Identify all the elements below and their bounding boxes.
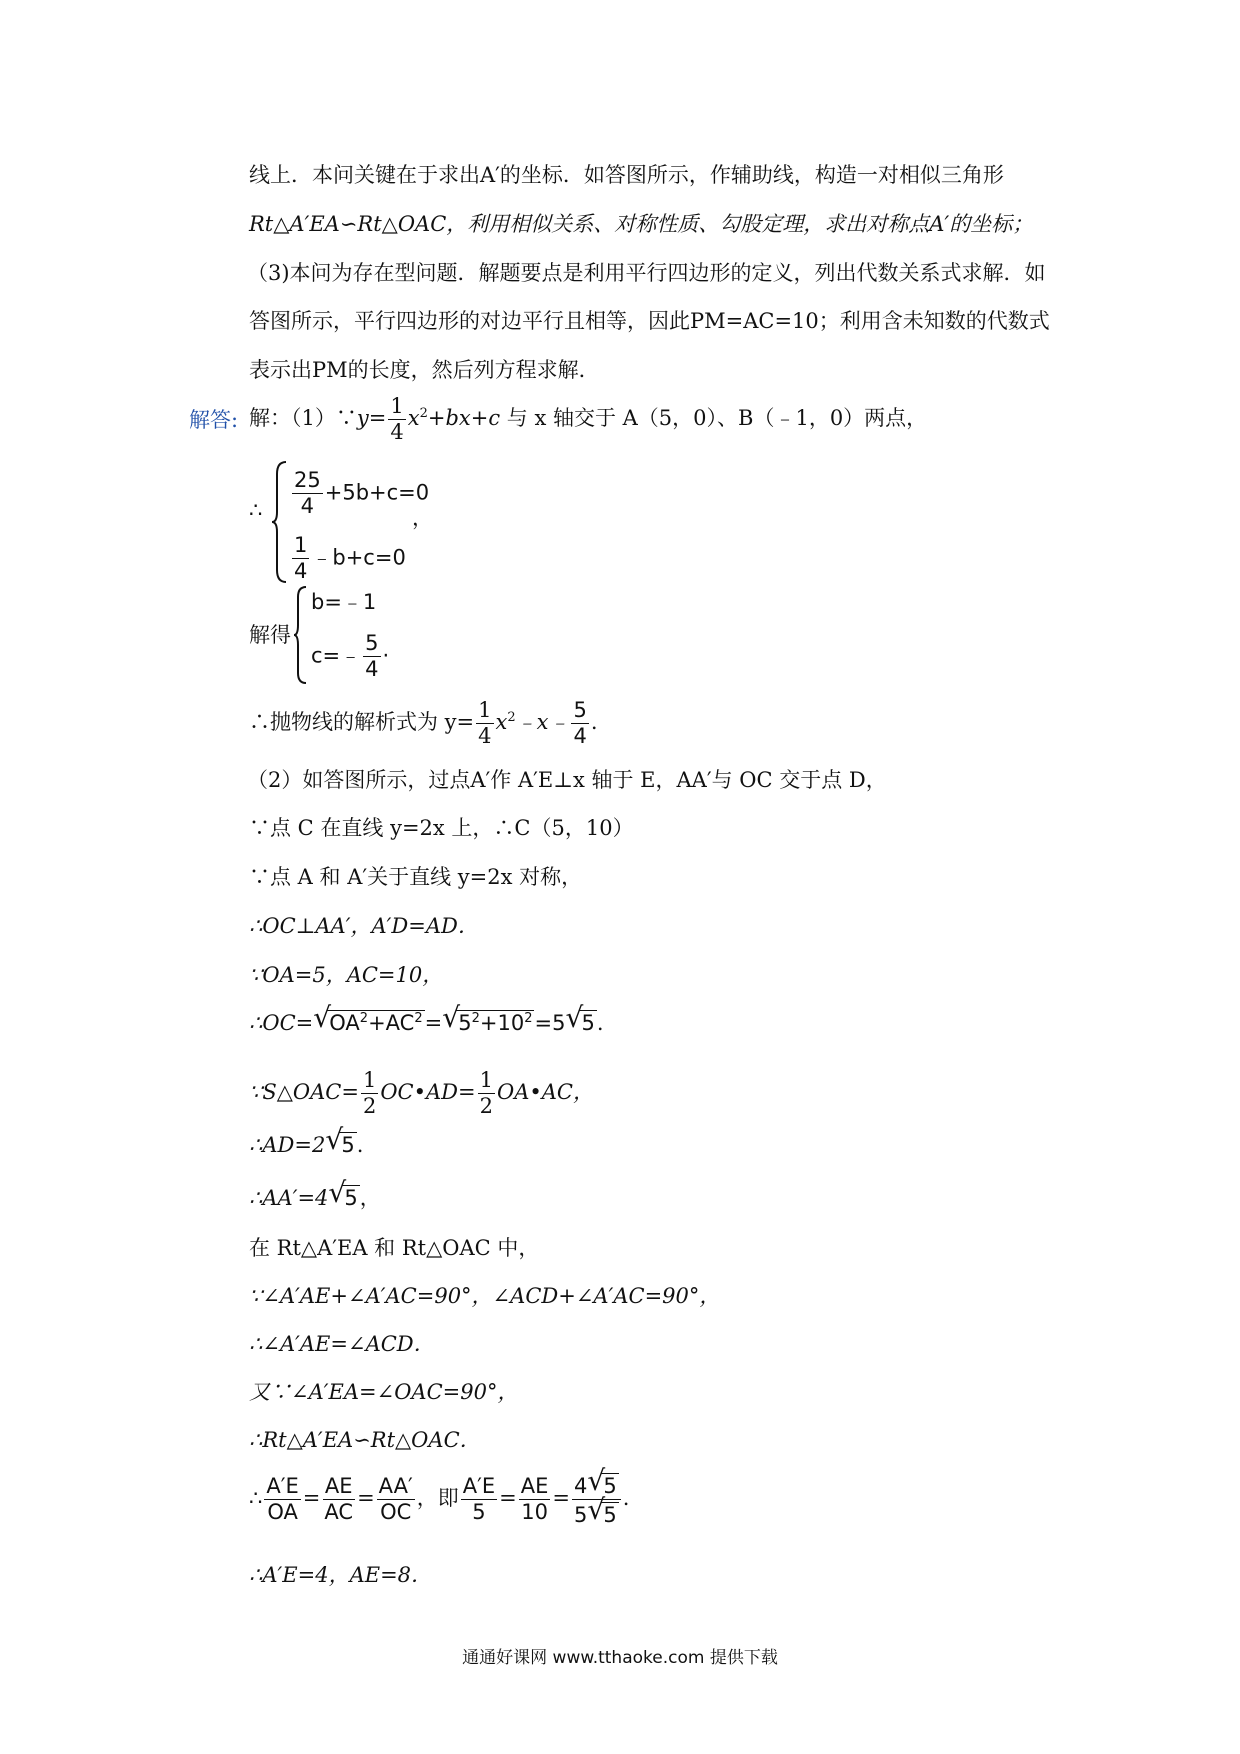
step17-line: ∴A′E=4，AE=8． [249, 1563, 433, 1587]
frac-num: 5 [573, 698, 587, 722]
sqrt-5 [328, 1185, 359, 1209]
step1-rest: 与 x 轴交于 A（5，0）、B（﹣1，0）两点， [500, 406, 928, 430]
frac-num: AE [520, 1474, 549, 1498]
frac-den: 10 [521, 1500, 548, 1524]
frac-num: 25 [294, 468, 321, 492]
rad-oa: OA [329, 1011, 360, 1035]
eq1-rest: +5b+c=0 [324, 480, 430, 505]
equals: = [424, 1011, 443, 1035]
comma-after-system: ， [412, 506, 433, 530]
aa-eq: ∴AA′=4 [249, 1186, 329, 1210]
step10-line [249, 1185, 381, 1209]
parabola-intro: ∴抛物线的解析式为 y= [249, 710, 475, 734]
exponent: 2 [359, 1011, 369, 1026]
parabola-line [249, 700, 598, 747]
fraction-ae-oa [264, 1476, 300, 1523]
step2-line: （2）如答图所示，过点A′作 A′E⊥x 轴于 E，AA′与 OC 交于点 D， [247, 768, 887, 792]
frac-den: 5 [472, 1500, 486, 1524]
area-eq: ∵S△OAC= [249, 1080, 359, 1104]
system1-eq1 [290, 470, 429, 517]
step15-line: ∴Rt△A′EA∽Rt△OAC． [249, 1428, 481, 1452]
step7-line [249, 1010, 604, 1034]
frac-num: A′E [266, 1474, 299, 1498]
fraction-ae-10 [519, 1476, 551, 1523]
rad-five: 5 [603, 1503, 617, 1527]
step14-line: 又∵∠A′EA=∠OAC=90°， [249, 1380, 519, 1404]
fraction-aa-oc [377, 1476, 415, 1523]
fraction-ae-5 [461, 1476, 497, 1523]
step1-intro: 解：（1）∵ [249, 406, 357, 430]
eq2-rest: ﹣b+c=0 [311, 545, 406, 570]
c-pre: c=﹣ [311, 643, 362, 668]
rad-10: +10 [479, 1011, 525, 1035]
fraction-half-2 [478, 1070, 495, 1117]
frac-num: 1 [294, 533, 308, 557]
step11-line: 在 Rt△A′EA 和 Rt△OAC 中， [249, 1236, 540, 1260]
sqrt-5 [325, 1132, 356, 1156]
text-line-1: 线上．本问关键在于求出A′的坐标．如答图所示，作辅助线，构造一对相似三角形 [249, 163, 1004, 187]
page-footer: 通通好课网 www.tthaoke.com 提供下载 [462, 1648, 778, 1668]
fraction-quarter-2 [476, 700, 493, 747]
rad-5: 5 [458, 1011, 472, 1035]
period: . [596, 1011, 604, 1035]
step1-y: y= [356, 406, 387, 430]
therefore: ∴ [249, 1486, 263, 1510]
fraction-25-4 [292, 470, 323, 517]
step3-line: ∵点 C 在直线 y=2x 上，∴C（5，10） [249, 816, 634, 840]
equals: = [302, 1486, 321, 1510]
exponent: 2 [471, 1011, 480, 1026]
den-coef: 5 [574, 1503, 588, 1527]
exponent: 2 [419, 406, 428, 421]
fraction-5-4b [571, 700, 588, 747]
sqrt-5-10 [442, 1010, 534, 1034]
step1-terms: +bx+c [427, 406, 501, 430]
frac-den: OC [380, 1500, 412, 1524]
jiede-label: 解得 [249, 623, 291, 647]
brace-system-2 [292, 585, 310, 685]
rad-five: 5 [344, 1186, 358, 1210]
fraction-5-4 [363, 633, 380, 680]
parabola-mid: ﹣x﹣ [515, 710, 570, 734]
step12-line: ∵∠A′AE+∠A′AC=90°，∠ACD+∠A′AC=90°， [249, 1284, 721, 1308]
step13-line: ∴∠A′AE=∠ACD． [249, 1332, 435, 1356]
frac-den: AC [324, 1500, 354, 1524]
oc-result: =5 [534, 1011, 566, 1035]
therefore-1: ∴ [249, 498, 263, 522]
frac-den: 4 [365, 657, 379, 681]
exponent: 2 [524, 1011, 533, 1026]
frac-den: 4 [300, 494, 315, 518]
step1-x: x [407, 406, 420, 430]
area-end: OA•AC， [496, 1080, 594, 1104]
frac-num: 1 [478, 698, 492, 722]
frac-num: 5 [365, 631, 379, 655]
comma: ， [359, 1186, 381, 1210]
parabola-x: x [495, 710, 508, 734]
fraction-ae-ac [322, 1476, 355, 1523]
fraction-quarter [388, 396, 405, 443]
frac-den: 4 [573, 724, 587, 748]
answer-label: 解答: [189, 408, 239, 432]
frac-den: 4 [390, 420, 404, 444]
frac-num: A′E [462, 1474, 496, 1498]
parabola-end: . [590, 710, 598, 734]
ad-eq: ∴AD=2 [249, 1133, 326, 1157]
frac-den: 2 [362, 1094, 377, 1118]
c-post: · [382, 643, 390, 668]
frac-den: 4 [478, 724, 492, 748]
frac-den: OA [267, 1500, 298, 1524]
sqrt-oa-ac [313, 1010, 424, 1034]
text-line-2: Rt△A′EA∽Rt△OAC，利用相似关系、对称性质、勾股定理，求出对称点A′的坐标； [249, 212, 1034, 236]
rad-ac: +AC [368, 1011, 415, 1035]
oc-eq: ∴OC= [249, 1011, 314, 1035]
period: . [356, 1133, 364, 1157]
num-coef: 4 [574, 1474, 588, 1498]
step16-line [249, 1473, 629, 1526]
frac-num: AE [324, 1474, 353, 1498]
equals: = [499, 1486, 517, 1510]
step4-line: ∵点 A 和 A′关于直线 y=2x 对称， [249, 865, 583, 889]
step6-line: ∵OA=5，AC=10， [249, 963, 444, 987]
frac-num: 1 [362, 1068, 377, 1092]
rad-five: 5 [581, 1011, 595, 1035]
frac-num: AA′ [378, 1474, 413, 1498]
rad-five: 5 [341, 1133, 355, 1157]
step1-line [249, 396, 927, 443]
namely: ，即 [416, 1486, 459, 1510]
text-line-4: 答图所示，平行四边形的对边平行且相等，因此PM=AC=10；利用含未知数的代数式 [249, 309, 1050, 333]
system1-eq2 [290, 535, 406, 582]
fraction-half [361, 1070, 378, 1117]
sqrt-5 [587, 1502, 618, 1526]
period: . [622, 1486, 630, 1510]
exponent: 2 [507, 710, 516, 725]
area-mid: OC•AD= [380, 1080, 476, 1104]
step5-line: ∴OC⊥AA′，A′D=AD． [249, 914, 479, 938]
equals: = [552, 1486, 571, 1510]
frac-num: 1 [390, 394, 404, 418]
step9-line [249, 1132, 363, 1156]
solution-b: b=﹣1 [311, 590, 377, 614]
equals: = [357, 1486, 375, 1510]
text-line-3: （3)本问为存在型问题．解题要点是利用平行四边形的定义，列出代数关系式求解．如 [247, 261, 1046, 285]
fraction-1-4 [292, 535, 309, 582]
rad-five: 5 [603, 1474, 617, 1498]
frac-num: 1 [479, 1068, 493, 1092]
sqrt-5 [565, 1010, 596, 1034]
brace-system-1 [270, 460, 290, 584]
text-line-5: 表示出PM的长度，然后列方程求解． [249, 358, 600, 382]
frac-den: 4 [294, 559, 308, 583]
step8-line [249, 1070, 594, 1117]
fraction-sqrt [572, 1473, 621, 1526]
frac-den: 2 [479, 1094, 493, 1118]
solution-c [311, 633, 389, 680]
exponent: 2 [414, 1011, 423, 1026]
